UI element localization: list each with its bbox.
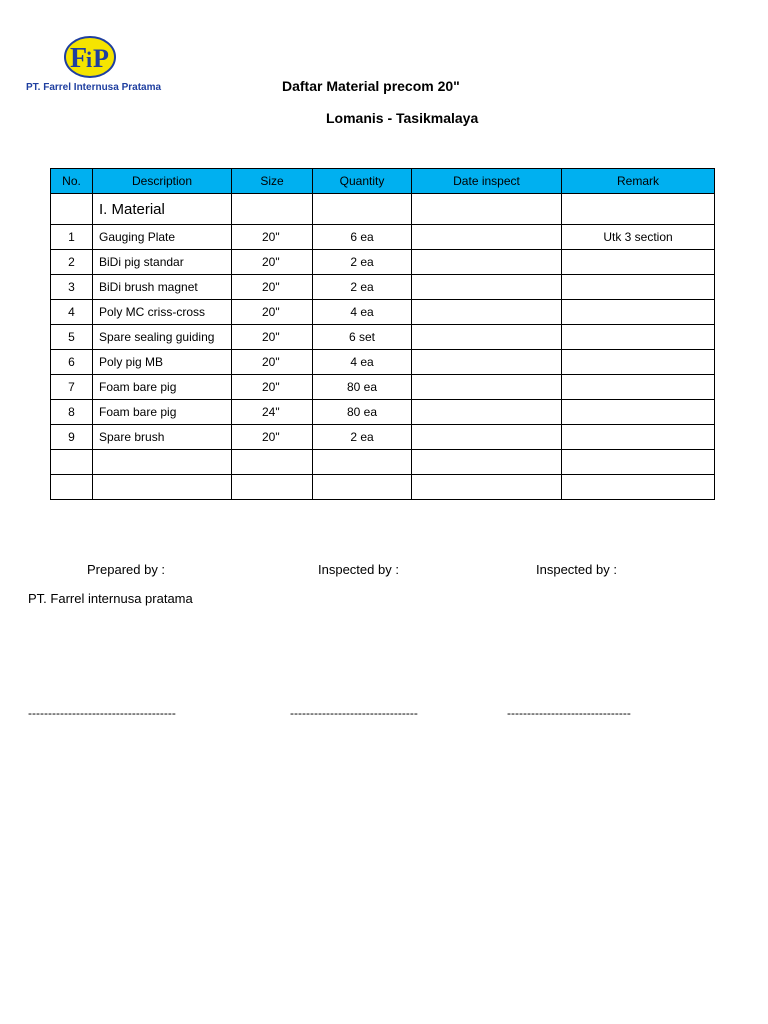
cell-size: 20" bbox=[232, 425, 313, 450]
cell-description: Poly pig MB bbox=[93, 350, 232, 375]
cell-remark bbox=[562, 275, 715, 300]
cell-description: BiDi brush magnet bbox=[93, 275, 232, 300]
column-header-quantity: Quantity bbox=[313, 169, 412, 194]
prepared-by-label: Prepared by : bbox=[87, 562, 166, 577]
cell-date-inspect bbox=[412, 400, 562, 425]
section-row bbox=[51, 194, 715, 225]
cell-description bbox=[93, 450, 232, 475]
document-subtitle: Lomanis - Tasikmalaya bbox=[326, 110, 479, 126]
cell-description: Foam bare pig bbox=[93, 400, 232, 425]
cell-description: Gauging Plate bbox=[93, 225, 232, 250]
svg-text:F: F bbox=[70, 43, 88, 74]
cell-date-inspect bbox=[412, 450, 562, 475]
cell-remark bbox=[562, 350, 715, 375]
table-row bbox=[51, 425, 715, 450]
inspected-by-label-1: Inspected by : bbox=[318, 562, 399, 577]
cell-no: 4 bbox=[51, 300, 93, 325]
cell-size: 20" bbox=[232, 225, 313, 250]
table-row bbox=[51, 375, 715, 400]
inspected-by-label-2: Inspected by : bbox=[536, 562, 617, 577]
cell-remark bbox=[562, 475, 715, 500]
company-name: PT. Farrel Internusa Pratama bbox=[26, 82, 162, 93]
cell-description: BiDi pig standar bbox=[93, 250, 232, 275]
table-row bbox=[51, 275, 715, 300]
cell-size: 20" bbox=[232, 250, 313, 275]
cell-no: 8 bbox=[51, 400, 93, 425]
table-row bbox=[51, 350, 715, 375]
cell-date-inspect bbox=[412, 475, 562, 500]
cell-date-inspect bbox=[412, 300, 562, 325]
table-row bbox=[51, 400, 715, 425]
cell-no: 2 bbox=[51, 250, 93, 275]
cell-no: 1 bbox=[51, 225, 93, 250]
fip-logo-icon bbox=[64, 36, 116, 78]
table-row bbox=[51, 325, 715, 350]
table-row bbox=[51, 250, 715, 275]
cell-remark bbox=[562, 300, 715, 325]
cell-size: 20" bbox=[232, 275, 313, 300]
cell-quantity: 80 ea bbox=[313, 375, 412, 400]
cell-size: 20" bbox=[232, 325, 313, 350]
cell-no: 5 bbox=[51, 325, 93, 350]
table-row bbox=[51, 475, 715, 500]
column-header-description: Description bbox=[93, 169, 232, 194]
cell-remark bbox=[562, 250, 715, 275]
table-row bbox=[51, 450, 715, 475]
cell-quantity bbox=[313, 450, 412, 475]
preparer-company: PT. Farrel internusa pratama bbox=[28, 591, 193, 606]
table-header-row bbox=[51, 169, 715, 194]
table-row bbox=[51, 225, 715, 250]
cell-date-inspect bbox=[412, 250, 562, 275]
cell-remark bbox=[562, 325, 715, 350]
cell-quantity bbox=[313, 475, 412, 500]
table-row bbox=[51, 300, 715, 325]
company-logo bbox=[26, 36, 166, 96]
cell-quantity: 4 ea bbox=[313, 350, 412, 375]
cell-date-inspect bbox=[412, 225, 562, 250]
cell-size: 20" bbox=[232, 350, 313, 375]
cell-description: Foam bare pig bbox=[93, 375, 232, 400]
cell-remark bbox=[562, 375, 715, 400]
signature-line-2: -------------------------------- bbox=[290, 706, 418, 720]
cell-description: Spare brush bbox=[93, 425, 232, 450]
column-header-no: No. bbox=[51, 169, 93, 194]
cell-quantity: 4 ea bbox=[313, 300, 412, 325]
cell-quantity: 80 ea bbox=[313, 400, 412, 425]
document-title: Daftar Material precom 20" bbox=[282, 78, 460, 94]
cell-description: Poly MC criss-cross bbox=[93, 300, 232, 325]
cell-date-inspect bbox=[412, 275, 562, 300]
cell-quantity: 6 set bbox=[313, 325, 412, 350]
cell-size: 24" bbox=[232, 400, 313, 425]
svg-text:P: P bbox=[93, 44, 109, 73]
signature-line-1: ------------------------------------- bbox=[28, 706, 176, 720]
column-header-date-inspect: Date inspect bbox=[412, 169, 562, 194]
cell-date-inspect bbox=[412, 350, 562, 375]
cell-remark bbox=[562, 450, 715, 475]
cell-date-inspect bbox=[412, 425, 562, 450]
cell-size bbox=[232, 450, 313, 475]
cell-no: 6 bbox=[51, 350, 93, 375]
cell-remark: Utk 3 section bbox=[562, 225, 715, 250]
cell-quantity: 2 ea bbox=[313, 250, 412, 275]
cell-no bbox=[51, 475, 93, 500]
column-header-size: Size bbox=[232, 169, 313, 194]
cell-date-inspect bbox=[412, 375, 562, 400]
cell-quantity: 2 ea bbox=[313, 425, 412, 450]
cell-no: 3 bbox=[51, 275, 93, 300]
cell-size: 20" bbox=[232, 375, 313, 400]
material-table bbox=[50, 168, 715, 500]
cell-quantity: 2 ea bbox=[313, 275, 412, 300]
cell-date-inspect bbox=[412, 325, 562, 350]
section-label: I. Material bbox=[93, 194, 232, 225]
cell-size bbox=[232, 475, 313, 500]
svg-text:i: i bbox=[86, 47, 93, 72]
cell-description: Spare sealing guiding bbox=[93, 325, 232, 350]
cell-description bbox=[93, 475, 232, 500]
signature-line-3: ------------------------------- bbox=[507, 706, 631, 720]
cell-quantity: 6 ea bbox=[313, 225, 412, 250]
column-header-remark: Remark bbox=[562, 169, 715, 194]
cell-remark bbox=[562, 425, 715, 450]
cell-no: 9 bbox=[51, 425, 93, 450]
cell-remark bbox=[562, 400, 715, 425]
cell-no bbox=[51, 450, 93, 475]
cell-size: 20" bbox=[232, 300, 313, 325]
cell-no: 7 bbox=[51, 375, 93, 400]
